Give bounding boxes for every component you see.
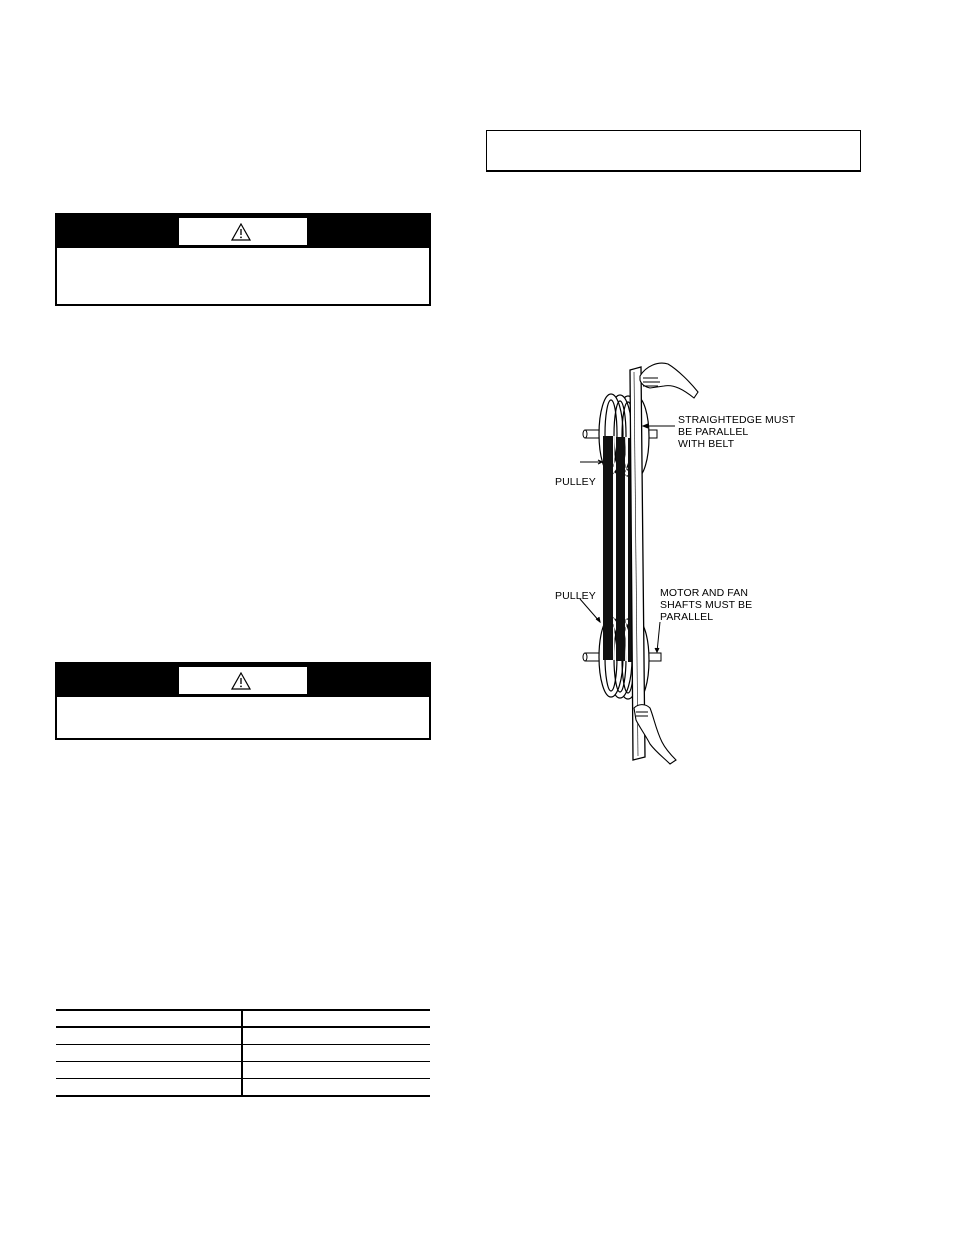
top-hand (640, 363, 698, 398)
warning-header (57, 664, 429, 697)
table-row-rule (56, 1044, 430, 1045)
note-box (486, 130, 861, 172)
table-bottom-rule (56, 1095, 430, 1097)
label-shafts: MOTOR AND FAN SHAFTS MUST BE PARALLEL (660, 587, 753, 623)
table-top-rule (56, 1009, 430, 1011)
label-pulley-top: PULLEY (555, 476, 596, 488)
table-row-rule (56, 1078, 430, 1079)
table-column-divider (241, 1009, 243, 1097)
table-row-rule (56, 1061, 430, 1062)
table-header-rule (56, 1026, 430, 1028)
label-pulley-bottom: PULLEY (555, 590, 596, 602)
warning-label (179, 667, 307, 694)
warning-header (57, 215, 429, 248)
warning-box-1 (55, 213, 431, 306)
v-belts (603, 436, 634, 662)
data-table (56, 1009, 430, 1098)
warning-box-2 (55, 662, 431, 740)
warning-triangle-icon (231, 223, 251, 241)
label-straightedge: STRAIGHTEDGE MUST BE PARALLEL WITH BELT (678, 414, 796, 450)
warning-triangle-icon (231, 672, 251, 690)
warning-label (179, 218, 307, 245)
